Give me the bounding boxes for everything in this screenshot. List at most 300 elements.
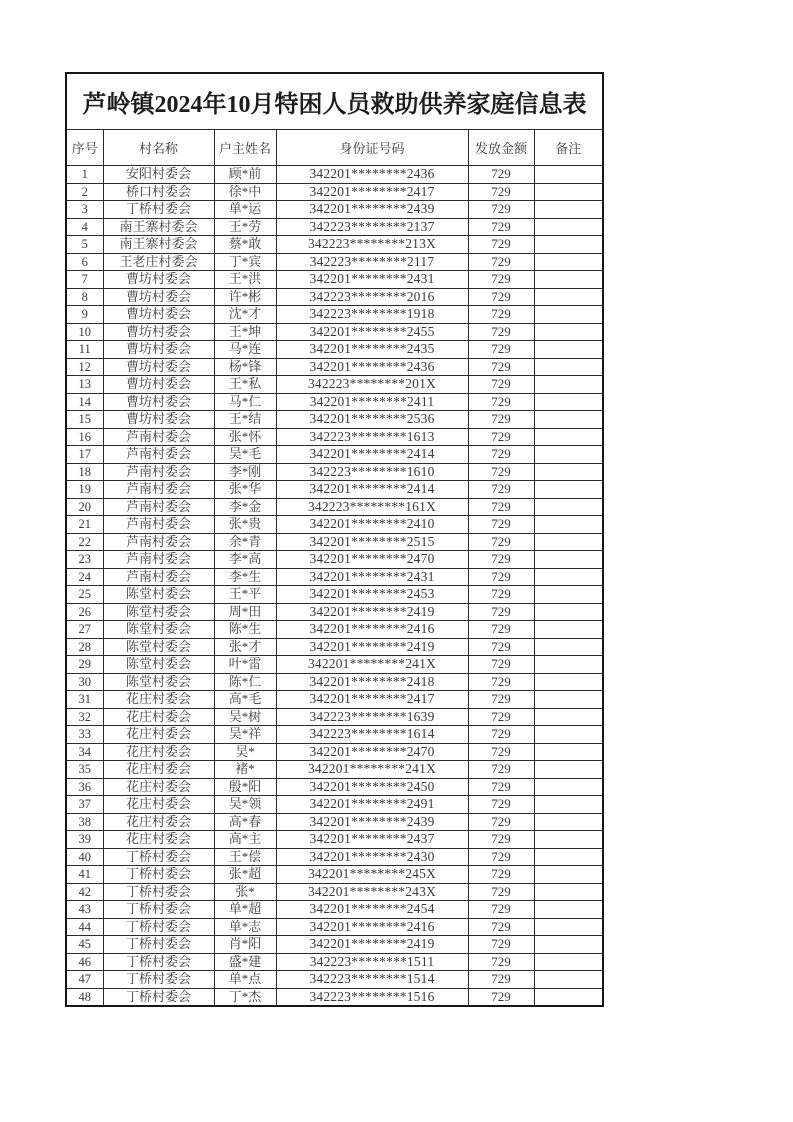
cell-amount: 729 [468,743,534,761]
cell-serial: 31 [66,691,103,709]
cell-household-name: 张*贵 [214,516,276,534]
cell-note [534,411,603,429]
cell-serial: 44 [66,918,103,936]
cell-amount: 729 [468,848,534,866]
cell-serial: 40 [66,848,103,866]
cell-note [534,481,603,499]
cell-amount: 729 [468,866,534,884]
cell-amount: 729 [468,218,534,236]
cell-id-number: 342201********2454 [276,901,468,919]
cell-note [534,656,603,674]
cell-village: 曹坊村委会 [103,341,214,359]
cell-household-name: 蔡*敢 [214,236,276,254]
table-row [66,761,603,779]
cell-village: 曹坊村委会 [103,288,214,306]
cell-id-number: 342223********201X [276,376,468,394]
table-row [66,831,603,849]
cell-household-name: 张* [214,883,276,901]
table-row [66,901,603,919]
cell-amount: 729 [468,253,534,271]
cell-village: 花庄村委会 [103,743,214,761]
assistance-info-table [65,72,604,1007]
cell-amount: 729 [468,306,534,324]
cell-id-number: 342201********2418 [276,673,468,691]
cell-serial: 16 [66,428,103,446]
cell-serial: 15 [66,411,103,429]
cell-village: 芦南村委会 [103,481,214,499]
table-row [66,446,603,464]
cell-note [534,323,603,341]
cell-amount: 729 [468,988,534,1006]
cell-household-name: 马*仁 [214,393,276,411]
cell-id-number: 342201********2416 [276,621,468,639]
cell-village: 曹坊村委会 [103,376,214,394]
cell-note [534,691,603,709]
cell-id-number: 342201********2439 [276,813,468,831]
table-row [66,516,603,534]
cell-village: 丁桥村委会 [103,918,214,936]
cell-serial: 7 [66,271,103,289]
cell-village: 芦南村委会 [103,498,214,516]
cell-amount: 729 [468,183,534,201]
cell-amount: 729 [468,603,534,621]
cell-id-number: 342223********1610 [276,463,468,481]
table-row [66,411,603,429]
cell-village: 王老庄村委会 [103,253,214,271]
cell-household-name: 吴*毛 [214,446,276,464]
cell-household-name: 周*田 [214,603,276,621]
cell-note [534,463,603,481]
cell-amount: 729 [468,516,534,534]
cell-amount: 729 [468,691,534,709]
cell-village: 陈堂村委会 [103,586,214,604]
cell-note [534,218,603,236]
cell-serial: 32 [66,708,103,726]
cell-serial: 38 [66,813,103,831]
cell-serial: 33 [66,726,103,744]
cell-village: 芦南村委会 [103,533,214,551]
cell-serial: 45 [66,936,103,954]
table-row [66,393,603,411]
table-row [66,288,603,306]
cell-id-number: 342201********2436 [276,166,468,184]
cell-household-name: 丁*杰 [214,988,276,1006]
table-row [66,726,603,744]
cell-note [534,446,603,464]
cell-household-name: 殷*阳 [214,778,276,796]
cell-note [534,551,603,569]
cell-note [534,638,603,656]
cell-household-name: 丁*宾 [214,253,276,271]
cell-serial: 21 [66,516,103,534]
cell-village: 曹坊村委会 [103,393,214,411]
cell-village: 花庄村委会 [103,691,214,709]
cell-note [534,796,603,814]
cell-household-name: 徐*中 [214,183,276,201]
cell-note [534,166,603,184]
cell-note [534,393,603,411]
table-row [66,568,603,586]
cell-household-name: 张*华 [214,481,276,499]
cell-id-number: 342201********2536 [276,411,468,429]
cell-amount: 729 [468,638,534,656]
cell-serial: 30 [66,673,103,691]
cell-note [534,271,603,289]
cell-village: 芦南村委会 [103,428,214,446]
cell-village: 花庄村委会 [103,708,214,726]
cell-village: 丁桥村委会 [103,988,214,1006]
cell-village: 陈堂村委会 [103,603,214,621]
document-title: 芦岭镇2024年10月特困人员救助供养家庭信息表 [66,73,603,130]
cell-village: 丁桥村委会 [103,883,214,901]
cell-id-number: 342223********1511 [276,953,468,971]
cell-serial: 43 [66,901,103,919]
cell-serial: 42 [66,883,103,901]
col-header-amount: 发放金额 [468,130,534,166]
cell-note [534,603,603,621]
table-row [66,691,603,709]
col-header-household-name: 户主姓名 [214,130,276,166]
cell-amount: 729 [468,726,534,744]
cell-household-name: 王*偿 [214,848,276,866]
cell-note [534,866,603,884]
cell-note [534,813,603,831]
cell-household-name: 盛*建 [214,953,276,971]
cell-household-name: 李*高 [214,551,276,569]
cell-note [534,953,603,971]
table-row [66,813,603,831]
cell-id-number: 342201********2419 [276,638,468,656]
cell-id-number: 342201********2515 [276,533,468,551]
cell-serial: 10 [66,323,103,341]
table-row [66,428,603,446]
cell-serial: 8 [66,288,103,306]
cell-village: 曹坊村委会 [103,358,214,376]
cell-id-number: 342201********2431 [276,271,468,289]
cell-note [534,673,603,691]
cell-amount: 729 [468,288,534,306]
cell-note [534,428,603,446]
cell-amount: 729 [468,358,534,376]
cell-amount: 729 [468,533,534,551]
cell-note [534,498,603,516]
cell-note [534,253,603,271]
cell-serial: 24 [66,568,103,586]
cell-village: 丁桥村委会 [103,971,214,989]
table-row [66,253,603,271]
cell-id-number: 342201********2419 [276,936,468,954]
cell-note [534,183,603,201]
cell-note [534,936,603,954]
table-row [66,271,603,289]
cell-amount: 729 [468,341,534,359]
table-row [66,953,603,971]
table-row [66,306,603,324]
cell-id-number: 342201********241X [276,761,468,779]
cell-serial: 6 [66,253,103,271]
cell-id-number: 342201********2455 [276,323,468,341]
cell-village: 花庄村委会 [103,831,214,849]
cell-village: 芦南村委会 [103,463,214,481]
cell-household-name: 杨*锋 [214,358,276,376]
table-row [66,918,603,936]
cell-serial: 34 [66,743,103,761]
cell-household-name: 王*劳 [214,218,276,236]
cell-amount: 729 [468,446,534,464]
cell-amount: 729 [468,376,534,394]
col-header-note: 备注 [534,130,603,166]
cell-id-number: 342201********2430 [276,848,468,866]
cell-note [534,726,603,744]
cell-amount: 729 [468,323,534,341]
cell-note [534,568,603,586]
cell-serial: 25 [66,586,103,604]
table-row [66,988,603,1006]
cell-serial: 2 [66,183,103,201]
cell-village: 芦南村委会 [103,446,214,464]
cell-household-name: 高*毛 [214,691,276,709]
cell-id-number: 342201********2470 [276,551,468,569]
cell-amount: 729 [468,901,534,919]
cell-note [534,341,603,359]
cell-village: 花庄村委会 [103,778,214,796]
cell-serial: 23 [66,551,103,569]
cell-amount: 729 [468,673,534,691]
cell-village: 南王寨村委会 [103,218,214,236]
cell-amount: 729 [468,166,534,184]
cell-amount: 729 [468,393,534,411]
cell-amount: 729 [468,971,534,989]
cell-id-number: 342201********2411 [276,393,468,411]
cell-village: 芦南村委会 [103,551,214,569]
cell-household-name: 李*金 [214,498,276,516]
cell-note [534,901,603,919]
table-row [66,481,603,499]
cell-id-number: 342201********2410 [276,516,468,534]
cell-note [534,621,603,639]
cell-id-number: 342223********1639 [276,708,468,726]
cell-amount: 729 [468,883,534,901]
cell-serial: 29 [66,656,103,674]
table-row [66,201,603,219]
cell-note [534,376,603,394]
title-row [66,73,603,130]
cell-serial: 18 [66,463,103,481]
cell-serial: 3 [66,201,103,219]
cell-serial: 47 [66,971,103,989]
cell-village: 陈堂村委会 [103,673,214,691]
cell-id-number: 342201********245X [276,866,468,884]
cell-serial: 12 [66,358,103,376]
cell-id-number: 342201********2435 [276,341,468,359]
table-row [66,358,603,376]
table-row [66,533,603,551]
table-row [66,778,603,796]
cell-serial: 41 [66,866,103,884]
cell-village: 陈堂村委会 [103,638,214,656]
cell-household-name: 单*运 [214,201,276,219]
cell-note [534,761,603,779]
cell-serial: 39 [66,831,103,849]
cell-household-name: 单*超 [214,901,276,919]
table-row [66,463,603,481]
table-row [66,341,603,359]
cell-amount: 729 [468,813,534,831]
cell-note [534,201,603,219]
cell-village: 芦南村委会 [103,516,214,534]
cell-serial: 17 [66,446,103,464]
cell-serial: 48 [66,988,103,1006]
table-row [66,673,603,691]
cell-village: 丁桥村委会 [103,848,214,866]
cell-note [534,831,603,849]
cell-village: 南王寨村委会 [103,236,214,254]
cell-serial: 28 [66,638,103,656]
cell-village: 曹坊村委会 [103,306,214,324]
cell-serial: 46 [66,953,103,971]
cell-note [534,988,603,1006]
cell-amount: 729 [468,656,534,674]
cell-village: 陈堂村委会 [103,656,214,674]
table-row [66,866,603,884]
cell-id-number: 342223********2137 [276,218,468,236]
cell-amount: 729 [468,778,534,796]
cell-household-name: 张*怀 [214,428,276,446]
cell-id-number: 342223********213X [276,236,468,254]
cell-serial: 22 [66,533,103,551]
cell-amount: 729 [468,953,534,971]
cell-id-number: 342201********2414 [276,481,468,499]
cell-village: 芦南村委会 [103,568,214,586]
cell-serial: 37 [66,796,103,814]
cell-id-number: 342201********2439 [276,201,468,219]
cell-id-number: 342201********2436 [276,358,468,376]
cell-id-number: 342201********2453 [276,586,468,604]
cell-household-name: 许*彬 [214,288,276,306]
table-row [66,743,603,761]
cell-household-name: 张*超 [214,866,276,884]
cell-village: 丁桥村委会 [103,936,214,954]
cell-amount: 729 [468,481,534,499]
cell-household-name: 王*平 [214,586,276,604]
table-row [66,218,603,236]
cell-household-name: 王*洪 [214,271,276,289]
cell-amount: 729 [468,236,534,254]
cell-amount: 729 [468,831,534,849]
cell-household-name: 陈*生 [214,621,276,639]
cell-note [534,516,603,534]
cell-amount: 729 [468,621,534,639]
cell-amount: 729 [468,586,534,604]
cell-village: 丁桥村委会 [103,901,214,919]
cell-amount: 729 [468,936,534,954]
table-row [66,971,603,989]
cell-amount: 729 [468,568,534,586]
cell-serial: 11 [66,341,103,359]
cell-household-name: 褚* [214,761,276,779]
cell-note [534,778,603,796]
cell-serial: 20 [66,498,103,516]
cell-household-name: 沈*才 [214,306,276,324]
cell-village: 曹坊村委会 [103,271,214,289]
cell-household-name: 王*坤 [214,323,276,341]
cell-household-name: 叶*雷 [214,656,276,674]
table-row [66,586,603,604]
cell-household-name: 王*私 [214,376,276,394]
cell-serial: 9 [66,306,103,324]
cell-serial: 13 [66,376,103,394]
cell-id-number: 342201********2416 [276,918,468,936]
table-row [66,708,603,726]
cell-id-number: 342201********243X [276,883,468,901]
cell-id-number: 342223********161X [276,498,468,516]
table-row [66,603,603,621]
cell-note [534,586,603,604]
table-row [66,498,603,516]
table-row [66,796,603,814]
cell-note [534,918,603,936]
cell-serial: 36 [66,778,103,796]
cell-household-name: 余*青 [214,533,276,551]
cell-household-name: 顾*前 [214,166,276,184]
cell-village: 丁桥村委会 [103,953,214,971]
cell-amount: 729 [468,551,534,569]
cell-id-number: 342223********1516 [276,988,468,1006]
cell-note [534,848,603,866]
cell-serial: 14 [66,393,103,411]
cell-amount: 729 [468,918,534,936]
cell-village: 花庄村委会 [103,726,214,744]
cell-household-name: 马*连 [214,341,276,359]
cell-id-number: 342201********2431 [276,568,468,586]
table-row [66,236,603,254]
cell-serial: 4 [66,218,103,236]
cell-household-name: 李*刚 [214,463,276,481]
col-header-serial: 序号 [66,130,103,166]
cell-household-name: 吴* [214,743,276,761]
cell-id-number: 342201********2417 [276,183,468,201]
cell-id-number: 342201********2419 [276,603,468,621]
cell-serial: 27 [66,621,103,639]
cell-note [534,971,603,989]
cell-household-name: 吴*祥 [214,726,276,744]
cell-village: 花庄村委会 [103,813,214,831]
table-row [66,936,603,954]
cell-household-name: 吴*领 [214,796,276,814]
cell-serial: 26 [66,603,103,621]
cell-note [534,358,603,376]
cell-id-number: 342223********1614 [276,726,468,744]
cell-id-number: 342201********2470 [276,743,468,761]
cell-id-number: 342223********1514 [276,971,468,989]
cell-serial: 19 [66,481,103,499]
cell-amount: 729 [468,708,534,726]
cell-amount: 729 [468,498,534,516]
cell-note [534,288,603,306]
table-header-row [66,130,603,166]
cell-household-name: 吴*树 [214,708,276,726]
cell-note [534,306,603,324]
cell-amount: 729 [468,761,534,779]
table-row [66,166,603,184]
cell-village: 安阳村委会 [103,166,214,184]
table-row [66,621,603,639]
cell-id-number: 342223********1918 [276,306,468,324]
cell-note [534,883,603,901]
cell-id-number: 342223********2117 [276,253,468,271]
table-row [66,883,603,901]
cell-id-number: 342201********2450 [276,778,468,796]
